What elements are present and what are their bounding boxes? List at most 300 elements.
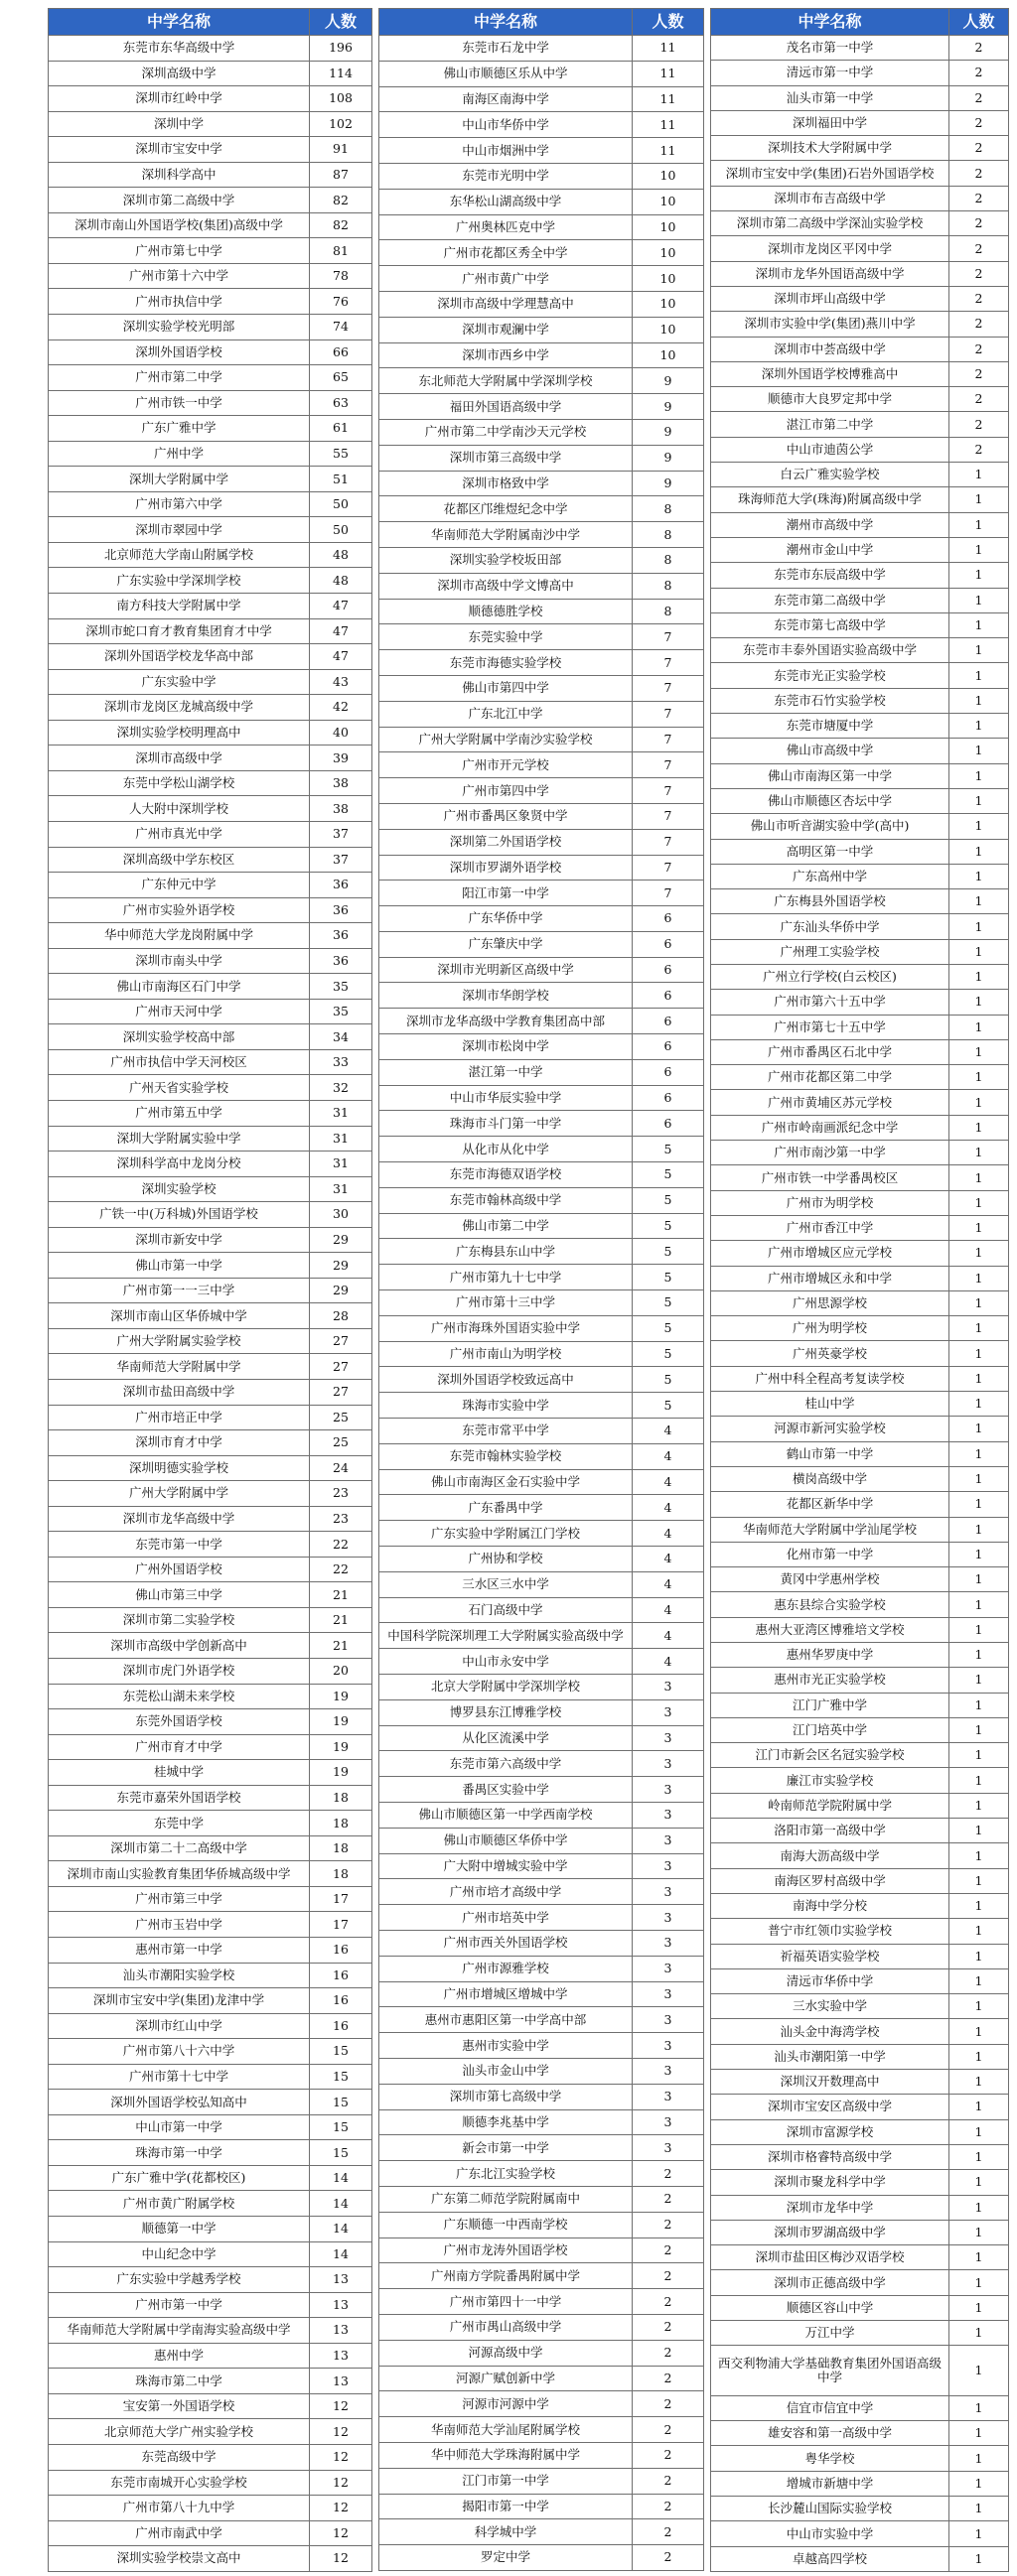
count-cell: 8 (633, 573, 704, 599)
school-name-cell: 广州市岭南画派纪念中学 (711, 1115, 949, 1140)
table-row (711, 2471, 1009, 2496)
table-row (711, 1793, 1009, 1818)
count-cell: 1 (949, 1190, 1009, 1215)
count-cell: 11 (633, 61, 704, 86)
table-row (49, 1049, 372, 1075)
count-cell: 4 (633, 1597, 704, 1623)
table-row (49, 1659, 372, 1685)
school-name-cell: 潮州市金山中学 (711, 537, 949, 562)
school-name-cell: 化州市第一中学 (711, 1542, 949, 1566)
table-row (49, 1582, 372, 1608)
school-name-cell: 惠州市惠阳区第一中学高中部 (379, 2007, 633, 2033)
count-cell: 10 (633, 214, 704, 240)
school-name-cell: 惠州中学 (49, 2343, 310, 2369)
school-name-cell: 惠州市实验中学 (379, 2033, 633, 2059)
table-row (49, 1354, 372, 1380)
table-row (379, 2391, 704, 2417)
count-cell: 16 (310, 1988, 372, 2014)
count-cell: 4 (633, 1443, 704, 1469)
table-row (379, 61, 704, 86)
count-cell: 1 (949, 2144, 1009, 2169)
school-name-cell: 横岗高级中学 (711, 1466, 949, 1491)
table-row (379, 599, 704, 624)
school-name-cell: 东莞市翰林实验学校 (379, 1443, 633, 1469)
count-cell: 1 (949, 1893, 1009, 1918)
count-cell: 38 (310, 796, 372, 822)
count-cell: 5 (633, 1315, 704, 1341)
table-row (379, 394, 704, 420)
school-name-cell: 东莞市塘厦中学 (711, 714, 949, 739)
table-row (49, 2064, 372, 2090)
table-row (379, 2289, 704, 2315)
school-name-cell: 佛山市南海区石门中学 (49, 974, 310, 1000)
count-cell: 7 (633, 624, 704, 650)
school-name-cell: 茂名市第一中学 (711, 36, 949, 61)
table-row (711, 1039, 1009, 1064)
school-name-cell: 南方科技大学附属中学 (49, 594, 310, 619)
count-cell: 13 (310, 2318, 372, 2344)
count-cell: 2 (633, 2237, 704, 2263)
count-cell: 1 (949, 1392, 1009, 1417)
school-name-cell: 珠海市第一中学 (49, 2140, 310, 2166)
table-row (379, 752, 704, 778)
count-cell: 25 (310, 1430, 372, 1456)
school-name-cell: 深圳市中荟高级中学 (711, 337, 949, 361)
school-name-cell: 广州中科全程高考复读学校 (711, 1366, 949, 1391)
table-row (379, 317, 704, 342)
school-name-cell: 雄安容和第一高级中学 (711, 2421, 949, 2446)
table-row (49, 796, 372, 822)
school-name-cell: 广州市增城区应元学校 (711, 1241, 949, 1266)
count-cell: 23 (310, 1506, 372, 1532)
table-row (379, 1802, 704, 1828)
count-cell: 1 (949, 2421, 1009, 2446)
count-cell: 2 (949, 337, 1009, 361)
school-name-cell: 从化市从化中学 (379, 1137, 633, 1162)
table-row (379, 2109, 704, 2135)
count-cell: 1 (949, 2019, 1009, 2044)
table-row (49, 238, 372, 264)
school-name-cell: 广州市番禺区石北中学 (711, 1039, 949, 1064)
count-cell: 63 (310, 390, 372, 416)
table-row (711, 688, 1009, 713)
count-cell: 7 (633, 778, 704, 804)
table-row (49, 1684, 372, 1709)
count-cell: 1 (949, 788, 1009, 813)
count-cell: 1 (949, 2395, 1009, 2420)
school-name-cell: 广东实验中学附属江门学校 (379, 1521, 633, 1547)
school-name-cell: 深圳市第七高级中学 (379, 2084, 633, 2109)
school-name-cell: 科学城中学 (379, 2519, 633, 2545)
count-cell: 3 (633, 1777, 704, 1803)
count-cell: 1 (949, 2270, 1009, 2295)
count-cell: 21 (310, 1633, 372, 1659)
table-row (711, 1717, 1009, 1742)
table-row (711, 1466, 1009, 1491)
school-name-cell: 深圳市南山外国语学校(集团)高级中学 (49, 212, 310, 238)
table-row (711, 788, 1009, 813)
count-cell: 31 (310, 1152, 372, 1177)
count-cell: 11 (633, 138, 704, 164)
count-cell: 65 (310, 365, 372, 391)
table-row (379, 1725, 704, 1751)
school-name-cell: 东莞中学 (49, 1811, 310, 1836)
table-row (379, 1239, 704, 1265)
school-name-cell: 宝安第一外国语学校 (49, 2393, 310, 2419)
table-row (379, 1571, 704, 1597)
table-row (711, 110, 1009, 135)
table-row (711, 261, 1009, 286)
table-row (49, 1152, 372, 1177)
count-cell: 1 (949, 1643, 1009, 1668)
count-cell: 4 (633, 1649, 704, 1675)
count-cell: 27 (310, 1379, 372, 1405)
table-row (379, 1879, 704, 1905)
school-name-cell: 东莞松山湖未来学校 (49, 1684, 310, 1709)
school-name-cell: 广州市南山为明学校 (379, 1341, 633, 1367)
school-name-cell: 广州市第六中学 (49, 491, 310, 517)
count-cell: 1 (949, 1115, 1009, 1140)
count-cell: 1 (949, 2119, 1009, 2144)
school-name-cell: 东莞市第七高级中学 (711, 612, 949, 637)
school-name-cell: 广州英豪学校 (711, 1341, 949, 1366)
count-cell: 3 (633, 1675, 704, 1700)
table-row (379, 1393, 704, 1419)
header-school-name: 中学名称 (49, 9, 310, 36)
count-cell: 42 (310, 695, 372, 721)
count-cell: 2 (633, 2186, 704, 2212)
count-cell: 20 (310, 1659, 372, 1685)
table-row (49, 1760, 372, 1786)
table-row (711, 85, 1009, 110)
table-row (49, 263, 372, 289)
count-cell: 2 (949, 412, 1009, 437)
count-cell: 13 (310, 2267, 372, 2293)
school-name-cell: 东莞高级中学 (49, 2444, 310, 2470)
count-cell: 1 (949, 914, 1009, 939)
count-cell: 5 (633, 1367, 704, 1393)
table-row (711, 1517, 1009, 1542)
table-row (49, 491, 372, 517)
school-name-cell: 深圳市龙华高级中学教育集团高中部 (379, 1009, 633, 1034)
table-row (379, 1290, 704, 1316)
school-name-cell: 江门市第一中学 (379, 2468, 633, 2494)
table-row (379, 1367, 704, 1393)
school-name-cell: 西交利物浦大学基础教育集团外国语高级中学 (711, 2346, 949, 2396)
table-row (711, 2446, 1009, 2471)
table-row (49, 2318, 372, 2344)
count-cell: 3 (633, 1699, 704, 1725)
table-row (379, 2212, 704, 2237)
school-name-cell: 广州市南武中学 (49, 2520, 310, 2546)
table-row (379, 1981, 704, 2007)
school-name-cell: 佛山市南海区金石实验中学 (379, 1469, 633, 1495)
count-cell: 43 (310, 669, 372, 695)
school-name-cell: 广铁一中(万科城)外国语学校 (49, 1202, 310, 1228)
table-row (711, 1417, 1009, 1441)
table-row (711, 1090, 1009, 1115)
table-row (379, 2366, 704, 2391)
school-name-cell: 深圳市罗湖高级中学 (711, 2220, 949, 2244)
count-cell: 81 (310, 238, 372, 264)
school-name-cell: 深圳市第三高级中学 (379, 445, 633, 471)
table-row (379, 2186, 704, 2212)
count-cell: 1 (949, 990, 1009, 1015)
table-row (49, 2191, 372, 2217)
school-name-cell: 揭阳市第一中学 (379, 2494, 633, 2519)
table-row (711, 2346, 1009, 2396)
table-row (49, 2292, 372, 2318)
school-name-cell: 深圳外国语学校弘知高中 (49, 2090, 310, 2115)
table-row (49, 2217, 372, 2242)
count-cell: 4 (633, 1623, 704, 1649)
table-row (49, 644, 372, 670)
count-cell: 6 (633, 957, 704, 983)
count-cell: 2 (949, 236, 1009, 261)
count-cell: 2 (949, 85, 1009, 110)
table-row (379, 931, 704, 957)
table-row (711, 2220, 1009, 2244)
count-cell: 12 (310, 2470, 372, 2496)
table-row (711, 2270, 1009, 2295)
count-cell: 76 (310, 289, 372, 315)
count-cell: 36 (310, 897, 372, 923)
table-row (711, 663, 1009, 688)
table-row (49, 1557, 372, 1582)
table-row (711, 2095, 1009, 2119)
school-name-cell: 广州市培才高级中学 (379, 1879, 633, 1905)
school-name-cell: 深圳大学附属中学 (49, 467, 310, 492)
school-name-cell: 广州市第九十七中学 (379, 1265, 633, 1290)
school-name-cell: 深圳第二外国语学校 (379, 829, 633, 855)
count-cell: 61 (310, 416, 372, 442)
school-name-cell: 深圳市第二高级中学 (49, 188, 310, 213)
count-cell: 36 (310, 948, 372, 974)
school-name-cell: 深圳大学附属实验中学 (49, 1126, 310, 1152)
count-cell: 1 (949, 1567, 1009, 1592)
count-cell: 5 (633, 1187, 704, 1213)
table-row (379, 547, 704, 573)
count-cell: 7 (633, 752, 704, 778)
count-cell: 1 (949, 487, 1009, 512)
school-name-cell: 东莞中学松山湖学校 (49, 770, 310, 796)
count-cell: 1 (949, 1290, 1009, 1315)
count-cell: 27 (310, 1354, 372, 1380)
table-row (379, 189, 704, 214)
count-cell: 2 (949, 110, 1009, 135)
header-count: 人数 (633, 9, 704, 36)
count-cell: 1 (949, 1592, 1009, 1617)
count-cell: 6 (633, 1085, 704, 1111)
table-row (49, 873, 372, 898)
school-name-cell: 深圳市南头中学 (49, 948, 310, 974)
school-name-cell: 广东广雅中学 (49, 416, 310, 442)
count-cell: 1 (949, 563, 1009, 588)
table-row (711, 864, 1009, 888)
school-name-cell: 中山市第一中学 (49, 2114, 310, 2140)
count-cell: 9 (633, 445, 704, 471)
table-row (49, 1455, 372, 1481)
table-row (711, 1266, 1009, 1290)
table-row (379, 1137, 704, 1162)
count-cell: 1 (949, 1492, 1009, 1517)
count-cell: 9 (633, 419, 704, 445)
table-row (49, 821, 372, 847)
count-cell: 22 (310, 1532, 372, 1558)
count-cell: 2 (949, 186, 1009, 210)
school-name-cell: 广州市第七十五中学 (711, 1015, 949, 1039)
school-name-cell: 深圳市光明新区高级中学 (379, 957, 633, 983)
count-cell: 3 (633, 1751, 704, 1777)
count-cell: 74 (310, 315, 372, 340)
school-name-cell: 惠州市第一中学 (49, 1938, 310, 1964)
school-name-cell: 河源广赋创新中学 (379, 2366, 633, 2391)
table-row (49, 568, 372, 594)
school-name-cell: 鹤山市第一中学 (711, 1441, 949, 1466)
table-row (49, 1227, 372, 1253)
count-cell: 1 (949, 1793, 1009, 1818)
table-row (379, 727, 704, 752)
count-cell: 87 (310, 162, 372, 188)
school-name-cell: 东莞市石龙中学 (379, 36, 633, 62)
count-cell: 1 (949, 2220, 1009, 2244)
table-row (711, 337, 1009, 361)
table-column-3 (710, 8, 1009, 2572)
count-cell: 15 (310, 2114, 372, 2140)
school-name-cell: 广东实验中学越秀学校 (49, 2267, 310, 2293)
table-row (711, 763, 1009, 788)
count-cell: 7 (633, 803, 704, 829)
count-cell: 1 (949, 2546, 1009, 2571)
table-row (711, 1392, 1009, 1417)
table-row (49, 390, 372, 416)
count-cell: 2 (949, 437, 1009, 462)
table-row (379, 829, 704, 855)
table-row (49, 1328, 372, 1354)
count-cell: 47 (310, 594, 372, 619)
school-name-cell: 广州市培正中学 (49, 1405, 310, 1430)
count-cell: 108 (310, 86, 372, 112)
count-cell: 9 (633, 368, 704, 394)
table-row (379, 342, 704, 368)
count-cell: 1 (949, 2321, 1009, 2346)
table-row (711, 361, 1009, 386)
table-row (49, 2369, 372, 2394)
count-cell: 36 (310, 923, 372, 949)
table-row (49, 618, 372, 644)
table-row (379, 1547, 704, 1572)
school-name-cell: 祈福英语实验学校 (711, 1944, 949, 1968)
table-row (711, 1115, 1009, 1140)
table-row (379, 163, 704, 189)
count-cell: 5 (633, 1265, 704, 1290)
table-row (49, 162, 372, 188)
table-row (379, 1162, 704, 1188)
count-cell: 82 (310, 212, 372, 238)
table-row (379, 701, 704, 727)
school-name-cell: 深圳市高级中学文博高中 (379, 573, 633, 599)
school-name-cell: 深圳技术大学附属中学 (711, 136, 949, 161)
table-row (379, 240, 704, 266)
school-name-cell: 广东梅县东山中学 (379, 1239, 633, 1265)
count-cell: 196 (310, 36, 372, 62)
school-name-cell: 广东梅县外国语学校 (711, 889, 949, 914)
school-name-cell: 广州市第十七中学 (49, 2064, 310, 2090)
school-name-cell: 广州市龙涛外国语学校 (379, 2237, 633, 2263)
count-cell: 1 (949, 1517, 1009, 1542)
table-row (711, 1542, 1009, 1566)
school-name-cell: 广州市黄广中学 (379, 266, 633, 292)
school-name-cell: 广州市培英中学 (379, 1905, 633, 1931)
school-name-cell: 北京师范大学广州实验学校 (49, 2419, 310, 2445)
school-name-cell: 惠东县综合实验学校 (711, 1592, 949, 1617)
school-name-cell: 华南师范大学附属中学南海实验高级中学 (49, 2318, 310, 2344)
table-row (49, 1938, 372, 1964)
table-row (711, 814, 1009, 839)
school-name-cell: 深圳市蛇口育才教育集团育才中学 (49, 618, 310, 644)
table-row (49, 897, 372, 923)
table-column-2 (378, 8, 704, 2571)
table-row (49, 2546, 372, 2572)
school-name-cell: 深圳市宝安中学 (49, 137, 310, 163)
count-cell: 3 (633, 2084, 704, 2109)
school-name-cell: 深圳市红山中学 (49, 2013, 310, 2039)
school-name-cell: 广东肇庆中学 (379, 931, 633, 957)
table-row (49, 746, 372, 771)
school-name-cell: 广州市南沙第一中学 (711, 1141, 949, 1165)
school-name-cell: 华南师范大学附属南沙中学 (379, 522, 633, 548)
school-name-cell: 江门广雅中学 (711, 1693, 949, 1717)
school-name-cell: 广东汕头华侨中学 (711, 914, 949, 939)
school-name-cell: 佛山市第二中学 (379, 1213, 633, 1239)
table-row (711, 1215, 1009, 1240)
count-cell: 1 (949, 1994, 1009, 2019)
count-cell: 1 (949, 939, 1009, 964)
header-count: 人数 (310, 9, 372, 36)
table-row (711, 2497, 1009, 2521)
count-cell: 15 (310, 2064, 372, 2090)
school-name-cell: 广州市玉岩中学 (49, 1912, 310, 1938)
table-row (49, 188, 372, 213)
school-name-cell: 广州天省实验学校 (49, 1075, 310, 1101)
table-row (49, 847, 372, 873)
school-name-cell: 东莞市海德实验学校 (379, 650, 633, 676)
school-name-cell: 东莞市海德双语学校 (379, 1162, 633, 1188)
count-cell: 1 (949, 2295, 1009, 2320)
school-name-cell: 人大附中深圳学校 (49, 796, 310, 822)
table-row (711, 1015, 1009, 1039)
table-row (711, 1868, 1009, 1893)
table-row (711, 2119, 1009, 2144)
count-cell: 114 (310, 61, 372, 86)
count-cell: 1 (949, 588, 1009, 612)
count-cell: 3 (633, 2033, 704, 2059)
table-row (379, 778, 704, 804)
school-name-cell: 深圳外国语学校博雅高中 (711, 361, 949, 386)
count-cell: 7 (633, 675, 704, 701)
school-name-cell: 番禺区实验中学 (379, 1777, 633, 1803)
count-cell: 91 (310, 137, 372, 163)
table-row (711, 312, 1009, 337)
school-name-cell: 广州市铁一中学 (49, 390, 310, 416)
school-name-cell: 广东华侨中学 (379, 906, 633, 932)
count-cell: 1 (949, 1215, 1009, 1240)
table-row (711, 638, 1009, 663)
table-row (711, 36, 1009, 61)
count-cell: 31 (310, 1176, 372, 1202)
school-name-cell: 广东仲元中学 (49, 873, 310, 898)
count-cell: 1 (949, 2170, 1009, 2195)
